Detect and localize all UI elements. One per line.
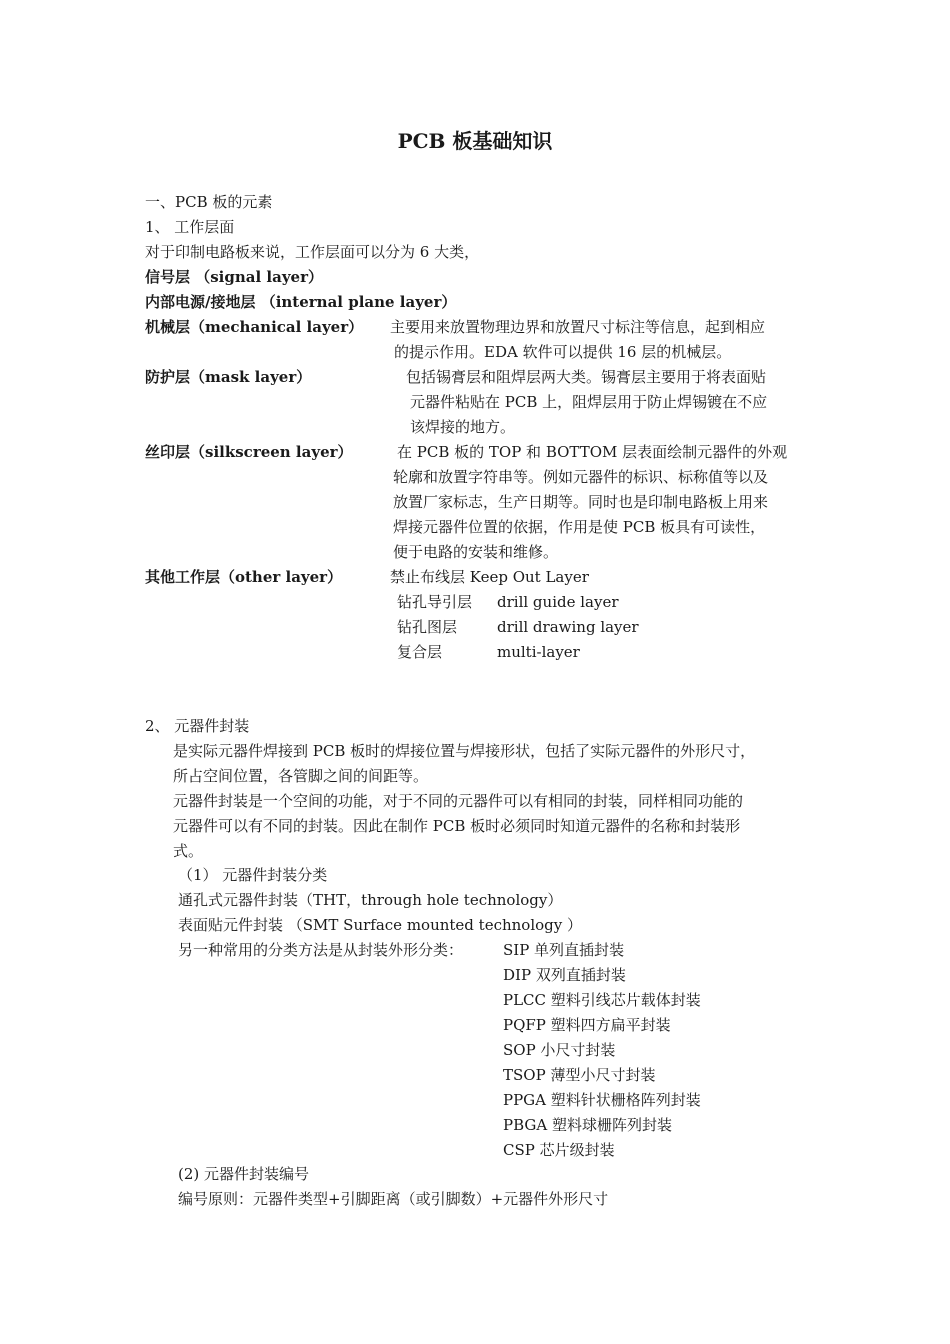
layer-silkscreen: 丝印层（silkscreen layer）: [145, 443, 353, 461]
subsection-work-layers: 1、 工作层面: [145, 218, 235, 236]
package-type: TSOP 薄型小尺寸封装: [503, 1066, 656, 1084]
package-type: PLCC 塑料引线芯片载体封装: [503, 991, 701, 1009]
section-1-heading: 一、PCB 板的元素: [145, 193, 273, 211]
subsection-package-classes: （1） 元器件封装分类: [178, 866, 328, 884]
package-para-2-line-3: 式。: [173, 842, 204, 860]
package-para-1-line-2: 所占空间位置，各管脚之间的间距等。: [173, 767, 429, 785]
package-alt-intro: 另一种常用的分类方法是从封装外形分类：: [178, 941, 464, 959]
layer-silkscreen-desc-4: 焊接元器件位置的依据，作用是使 PCB 板具有可读性，: [393, 518, 766, 536]
layers-intro: 对于印制电路板来说，工作层面可以分为 6 大类，: [145, 243, 480, 261]
layer-internal-plane: 内部电源/接地层 （internal plane layer）: [145, 293, 457, 311]
package-type: DIP 双列直插封装: [503, 966, 626, 984]
layer-silkscreen-desc-1: 在 PCB 板的 TOP 和 BOTTOM 层表面绘制元器件的外观: [397, 443, 788, 461]
layer-mask-desc-2: 元器件粘贴在 PCB 上，阻焊层用于防止焊锡镀在不应: [410, 393, 768, 411]
package-type: SIP 单列直插封装: [503, 941, 625, 959]
layer-mask: 防护层（mask layer）: [145, 368, 312, 386]
layer-silkscreen-desc-5: 便于电路的安装和维修。: [393, 543, 559, 561]
other-layer-cn: 钻孔图层: [397, 618, 458, 636]
package-type: PQFP 塑料四方扁平封装: [503, 1016, 671, 1034]
layer-mask-desc-1: 包括锡膏层和阻焊层两大类。锡膏层主要用于将表面贴: [406, 368, 767, 386]
layer-silkscreen-desc-2: 轮廓和放置字符串等。例如元器件的标识、标称值等以及: [393, 468, 769, 486]
package-smt: 表面贴元件封装 （SMT Surface mounted technology ）: [178, 916, 583, 934]
other-layer-en: drill guide layer: [497, 593, 619, 611]
layer-mechanical-desc-1: 主要用来放置物理边界和放置尺寸标注等信息，起到相应: [390, 318, 766, 336]
other-layer-cn: 复合层: [397, 643, 443, 661]
package-numbering-rule: 编号原则：元器件类型+引脚距离（或引脚数）+元器件外形尺寸: [178, 1190, 609, 1208]
package-type: PPGA 塑料针状栅格阵列封装: [503, 1091, 701, 1109]
package-type: PBGA 塑料球栅阵列封装: [503, 1116, 672, 1134]
subsection-package-numbering: (2) 元器件封装编号: [178, 1165, 310, 1183]
layer-mechanical: 机械层（mechanical layer）: [145, 318, 364, 336]
layer-keep-out: 禁止布线层 Keep Out Layer: [390, 568, 589, 586]
other-layer-en: drill drawing layer: [497, 618, 639, 636]
layer-silkscreen-desc-3: 放置厂家标志，生产日期等。同时也是印制电路板上用来: [393, 493, 769, 511]
package-tht: 通孔式元器件封装（THT，through hole technology）: [178, 891, 563, 909]
layer-mask-desc-3: 该焊接的地方。: [410, 418, 516, 436]
other-layer-en: multi-layer: [497, 643, 580, 661]
other-layer-cn: 钻孔导引层: [397, 593, 473, 611]
layer-other: 其他工作层（other layer）: [145, 568, 343, 586]
package-type: SOP 小尺寸封装: [503, 1041, 616, 1059]
section-2-heading: 2、 元器件封装: [145, 717, 250, 735]
layer-signal: 信号层 （signal layer）: [145, 268, 323, 286]
document-title: PCB 板基础知识: [397, 129, 553, 153]
package-para-2-line-1: 元器件封装是一个空间的功能，对于不同的元器件可以有相同的封装，同样相同功能的: [173, 792, 744, 810]
layer-mechanical-desc-2: 的提示作用。EDA 软件可以提供 16 层的机械层。: [394, 343, 732, 361]
package-para-2-line-2: 元器件可以有不同的封装。因此在制作 PCB 板时必须同时知道元器件的名称和封装形: [173, 817, 741, 835]
package-type: CSP 芯片级封装: [503, 1141, 615, 1159]
package-para-1-line-1: 是实际元器件焊接到 PCB 板时的焊接位置与焊接形状，包括了实际元器件的外形尺寸，: [173, 742, 756, 760]
